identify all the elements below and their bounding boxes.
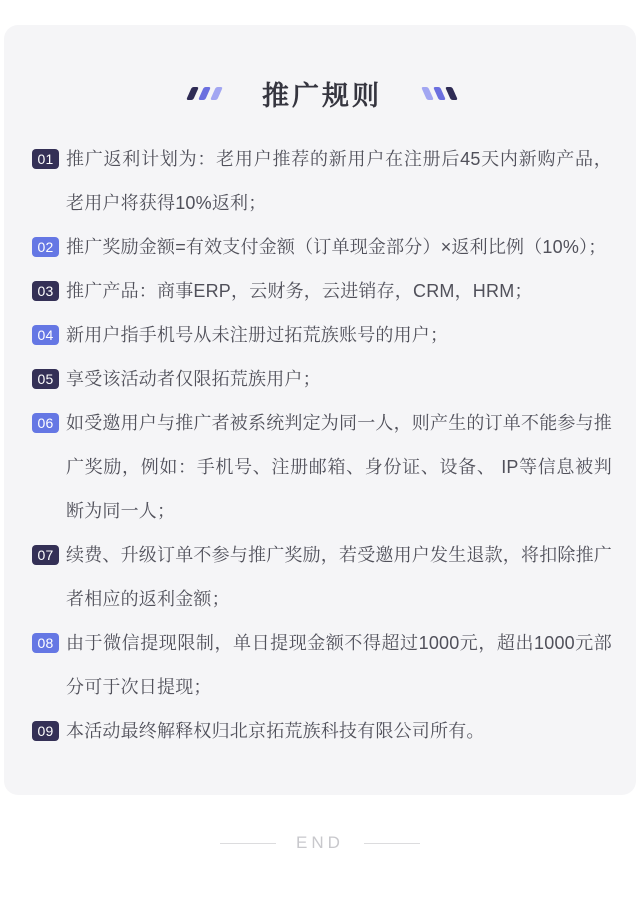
rule-number-badge: 03 <box>32 281 59 301</box>
rule-text: 续费、升级订单不参与推广奖励，若受邀用户发生退款，将扣除推广者相应的返利金额； <box>66 545 612 609</box>
rule-text: 享受该活动者仅限拓荒族用户； <box>66 369 321 389</box>
end-label: END <box>296 833 344 852</box>
rules-card <box>4 25 636 795</box>
rule-item <box>32 137 612 225</box>
title-row <box>32 75 612 111</box>
end-divider-line-right <box>364 843 420 844</box>
rule-text: 由于微信提现限制，单日提现金额不得超过1000元，超出1000元部分可于次日提现； <box>66 633 612 697</box>
deco-stroke <box>198 87 211 100</box>
rule-text: 推广返利计划为：老用户推荐的新用户在注册后45天内新购产品，老用户将获得10%返利； <box>66 149 612 213</box>
rule-number-badge: 06 <box>32 413 59 433</box>
rule-text: 推广产品：商事ERP，云财务，云进销存，CRM，HRM； <box>66 281 533 301</box>
deco-stroke <box>421 87 434 100</box>
title-decoration-left-slashes-icon <box>189 87 220 100</box>
page-title: 推广规则 <box>262 80 382 111</box>
rule-number-badge: 04 <box>32 325 59 345</box>
rule-item <box>32 269 612 313</box>
rule-number-badge: 09 <box>32 721 59 741</box>
end-divider-line-left <box>220 843 276 844</box>
rule-item <box>32 401 612 533</box>
rule-item <box>32 709 612 753</box>
deco-stroke <box>186 87 199 100</box>
title-decoration-right-slashes-icon <box>424 87 455 100</box>
rule-text: 如受邀用户与推广者被系统判定为同一人，则产生的订单不能参与推广奖励，例如：手机号、注册邮箱、身份证、设备、 IP等信息被判断为同一人； <box>66 413 612 521</box>
rule-number-badge: 05 <box>32 369 59 389</box>
deco-stroke <box>433 87 446 100</box>
rule-item <box>32 225 612 269</box>
rule-item <box>32 533 612 621</box>
rule-item <box>32 621 612 709</box>
deco-stroke <box>445 87 458 100</box>
rule-text: 新用户指手机号从未注册过拓荒族账号的用户； <box>66 325 449 345</box>
rule-text: 推广奖励金额=有效支付金额（订单现金部分）×返利比例（10%）； <box>66 237 607 257</box>
rule-item <box>32 357 612 401</box>
rule-number-badge: 02 <box>32 237 59 257</box>
rule-text: 本活动最终解释权归北京拓荒族科技有限公司所有。 <box>66 721 485 741</box>
rules-list <box>32 137 612 753</box>
rule-number-badge: 07 <box>32 545 59 565</box>
end-divider <box>0 833 640 853</box>
rule-item <box>32 313 612 357</box>
rule-number-badge: 08 <box>32 633 59 653</box>
rule-number-badge: 01 <box>32 149 59 169</box>
deco-stroke <box>210 87 223 100</box>
